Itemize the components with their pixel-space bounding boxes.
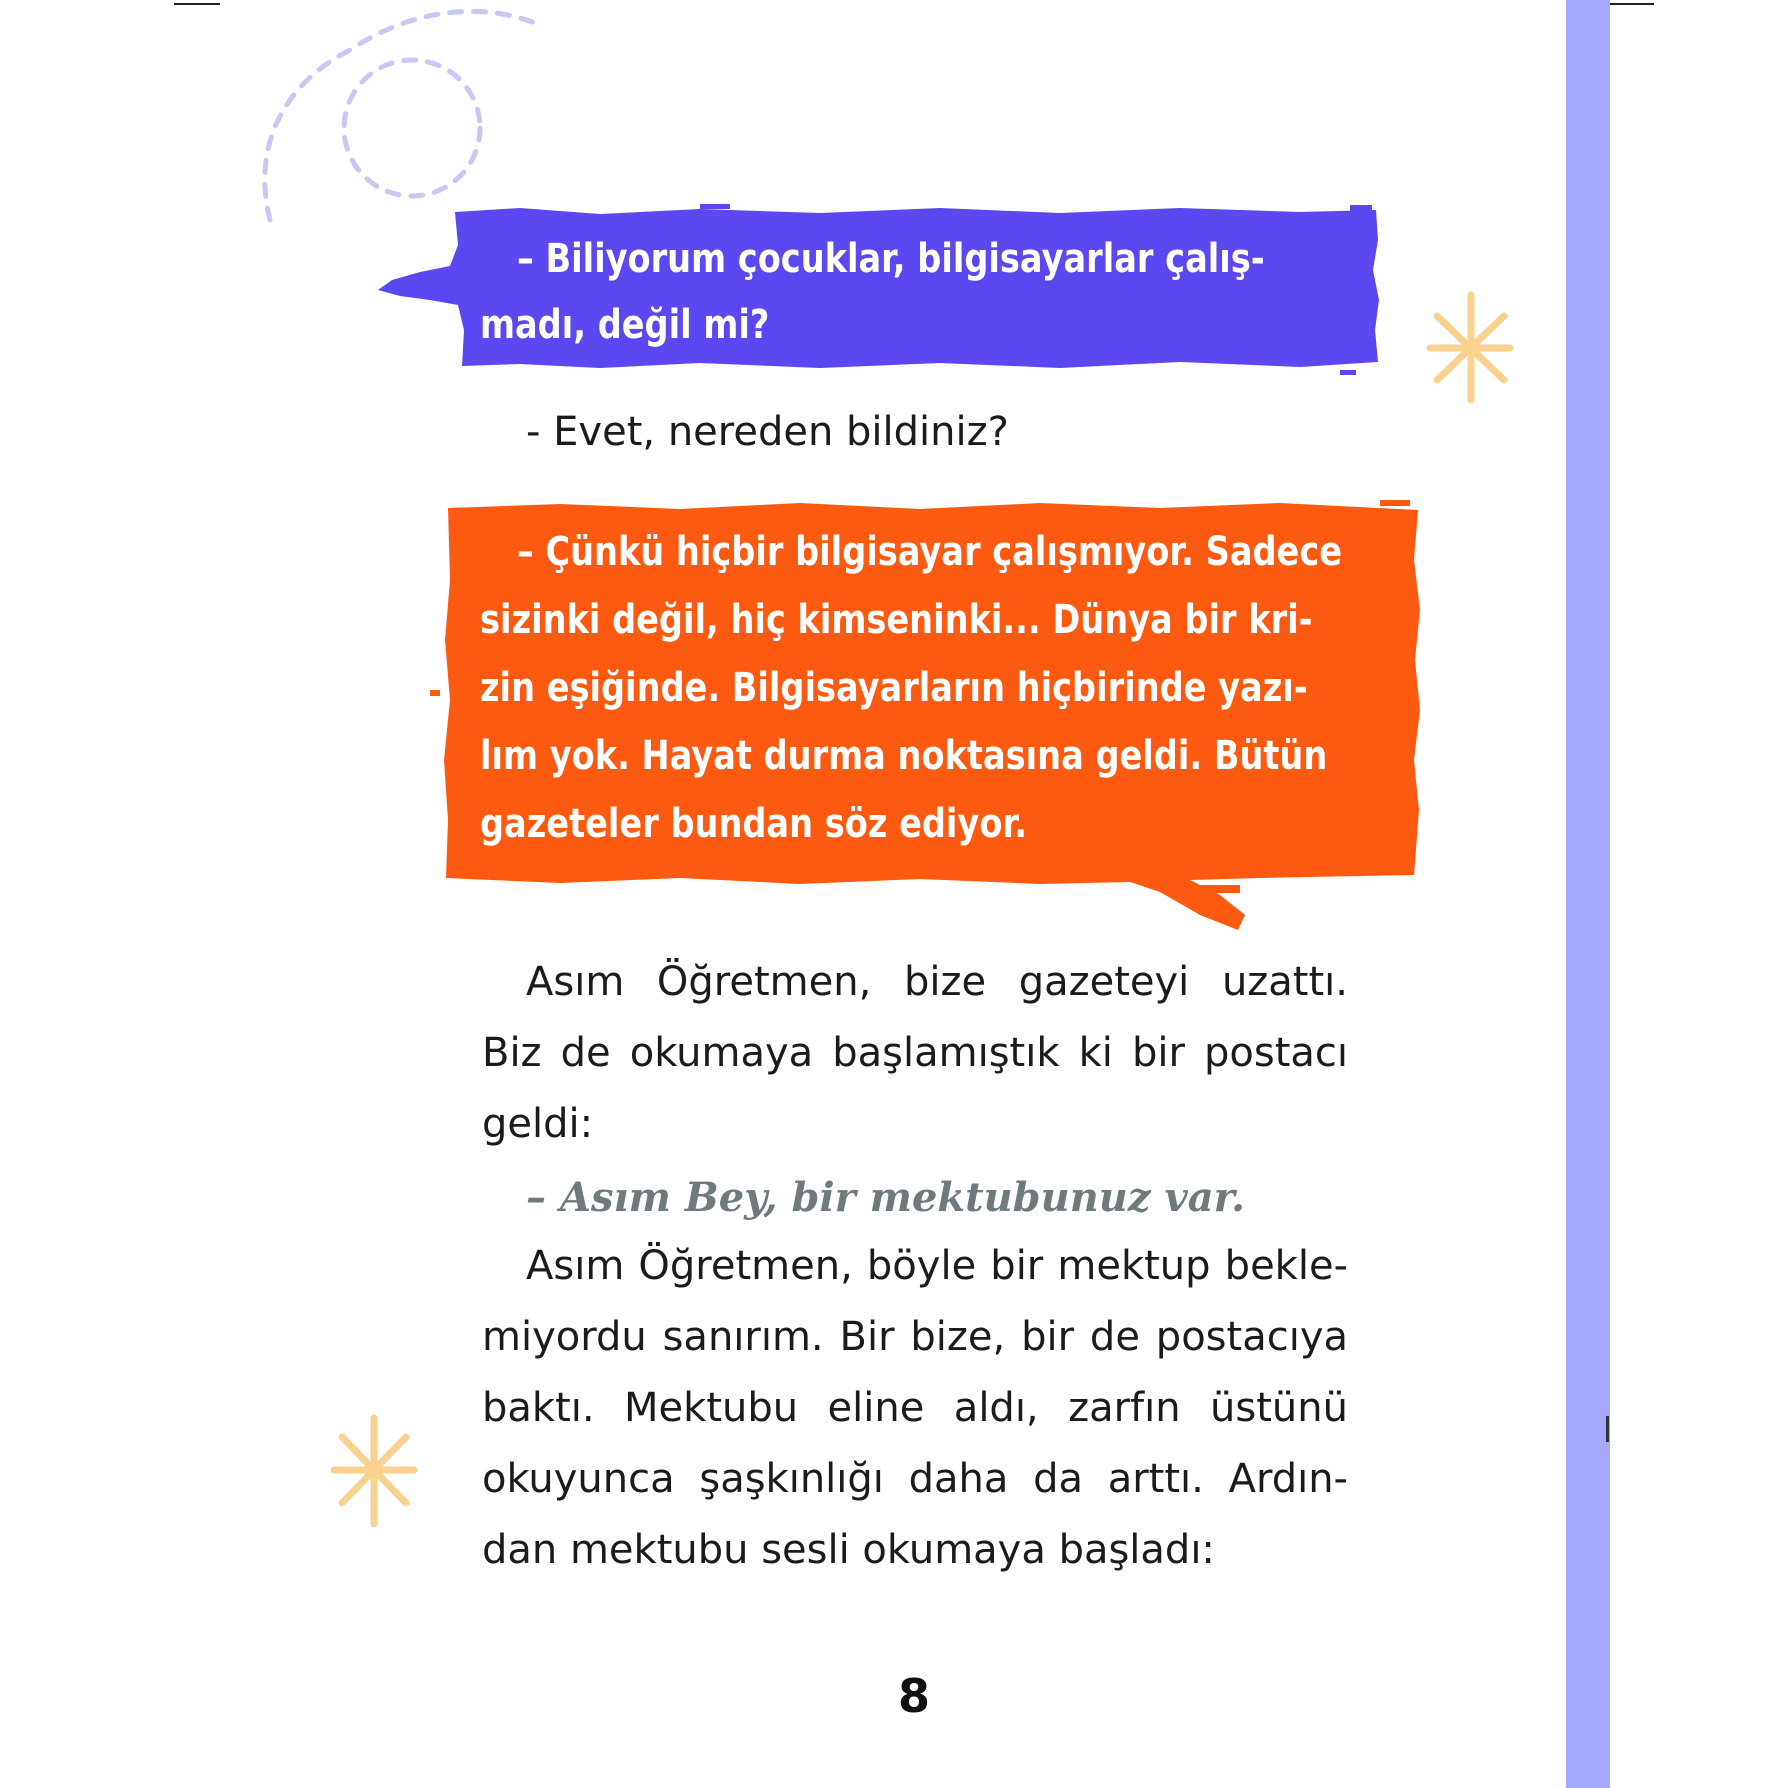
paragraph-2-line-2: miyordu sanırım. Bir bize, bir de postacıya [482,1314,1348,1360]
explanation-line-2: sizinki değil, hiç kimseninki... Dünya bir kri- [480,597,1313,643]
explanation-line-4: lım yok. Hayat durma noktasına geldi. Bütün [480,733,1328,779]
student-reply: - Evet, nereden bildiniz? [526,409,1009,455]
paragraph-2-line-4: okuyunca şaşkınlığı daha da arttı. Ardın- [482,1456,1348,1502]
teacher-line-2: madı, değil mi? [480,302,770,348]
postman-line: – Asım Bey, bir mektubunuz var. [526,1174,1246,1221]
teacher-explanation-text [480,518,1342,858]
paragraph-1-line-1: Asım Öğretmen, bize gazeteyi uzattı. [526,959,1348,1005]
paragraph-1-line-3: geldi: [482,1101,594,1147]
narration-paragraph-1 [482,947,1348,1160]
paragraph-2-line-3: baktı. Mektubu eline aldı, zarfın üstünü [482,1385,1348,1431]
explanation-line-5: gazeteler bundan söz ediyor. [480,801,1027,847]
explanation-line-3: zin eşiğinde. Bilgisayarların hiçbirinde yazı- [480,665,1308,711]
explanation-line-1: – Çünkü hiçbir bilgisayar çalışmıyor. Sadece [516,529,1343,575]
paragraph-1-line-2: Biz de okumaya başlamıştık ki bir postacı [482,1030,1348,1076]
paragraph-2-line-1: Asım Öğretmen, böyle bir mektup bekle- [526,1243,1348,1289]
paragraph-2-line-5: dan mektubu sesli okumaya başladı: [482,1527,1215,1573]
narration-paragraph-2 [482,1231,1348,1586]
teacher-line-1: – Biliyorum çocuklar, bilgisayarlar çalış- [516,236,1265,282]
page-number: 8 [897,1669,930,1723]
